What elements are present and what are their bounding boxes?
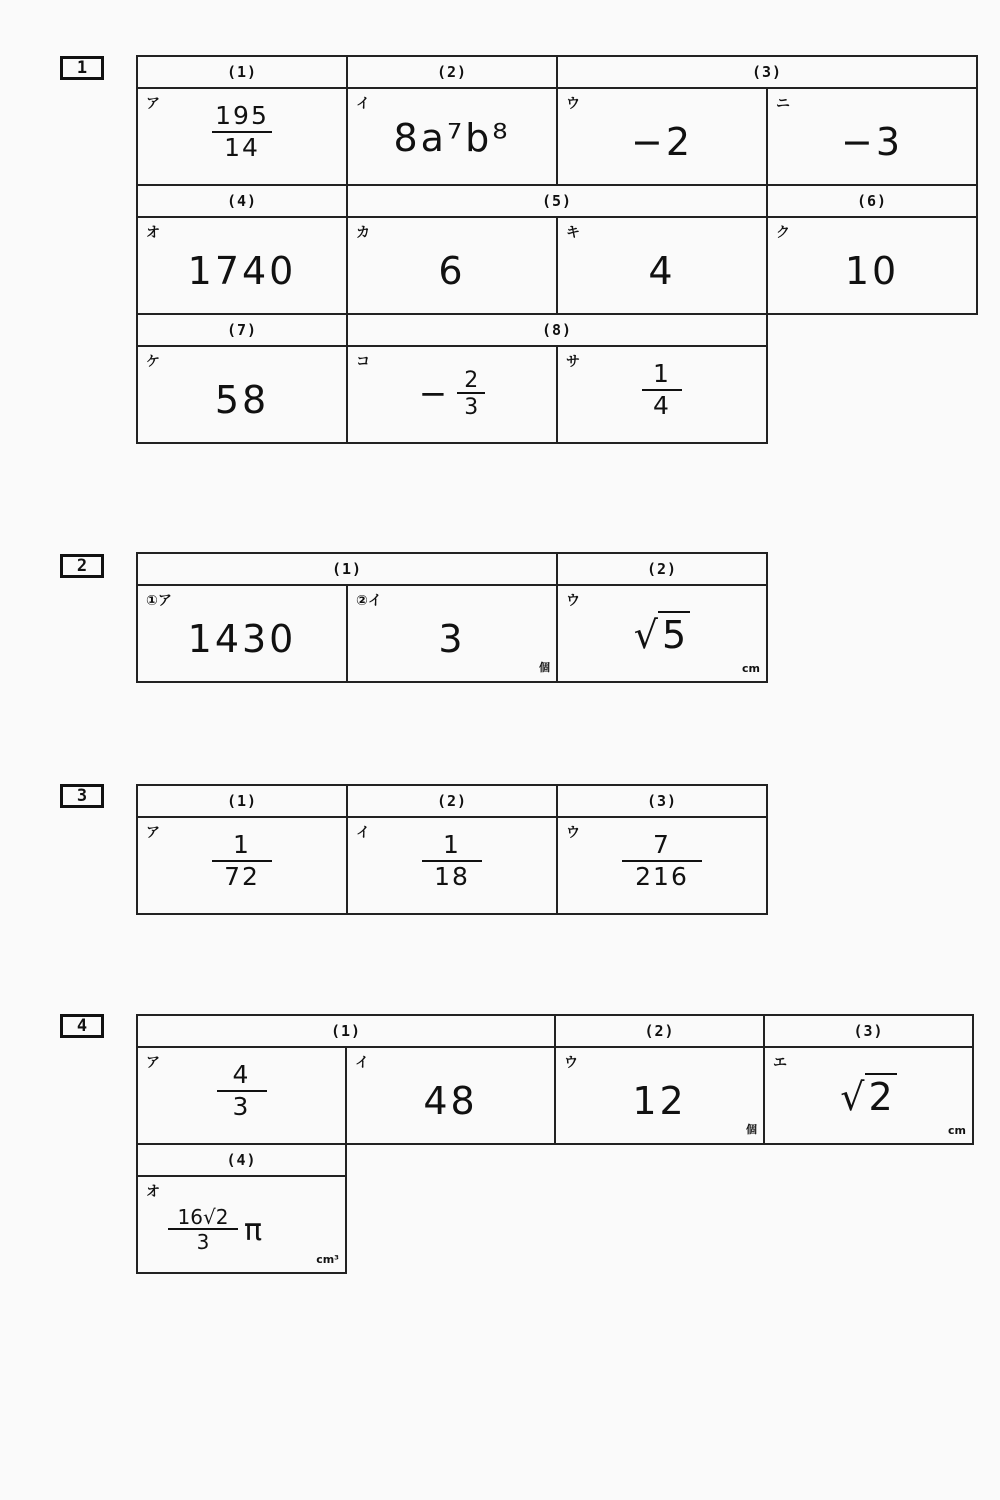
answer-cell-1-a (137, 88, 347, 185)
answer-cell-1-ke (137, 346, 347, 443)
fraction (138, 1062, 345, 1121)
answer-cell-1-u (557, 88, 767, 185)
unit-label: cm³ (316, 1253, 339, 1266)
header-1-6: (6) (767, 185, 977, 217)
answer-label: イ (356, 96, 370, 112)
header-4-1: (1) (137, 1015, 555, 1047)
answer-cell-1-o (137, 217, 347, 314)
minus-sign: − (418, 374, 448, 415)
fraction (558, 361, 766, 420)
answer-cell-1-i (347, 88, 557, 185)
answer-cell-1-ko (347, 346, 557, 443)
answer-label: ク (776, 225, 790, 241)
answer-value: 10 (844, 249, 900, 293)
numerator: 4 (232, 1060, 251, 1089)
answer-cell-4-u (555, 1047, 764, 1144)
answer-value: 4 (648, 249, 676, 293)
answer-value: 3 (438, 617, 466, 661)
answer-cell-1-e (767, 88, 977, 185)
unit-label: cm (742, 662, 760, 675)
fraction (138, 832, 346, 891)
numerator: 1 (653, 359, 671, 388)
answer-cell-2-u (557, 585, 767, 682)
denominator: 3 (457, 392, 485, 419)
answer-label: ウ (566, 593, 580, 609)
answer-cell-4-a (137, 1047, 346, 1144)
question-number-4: 4 (60, 1014, 104, 1038)
unit-label: 個 (746, 1123, 757, 1136)
answer-value: −2 (630, 120, 694, 164)
denominator: 72 (212, 860, 272, 890)
denominator: 3 (217, 1090, 267, 1120)
numerator: 195 (215, 101, 269, 130)
answer-label: サ (566, 354, 580, 370)
answer-label: ウ (564, 1055, 578, 1071)
unit-label: 個 (539, 661, 550, 674)
radicand: 5 (658, 611, 690, 657)
question-number-3: 3 (60, 784, 104, 808)
answer-label: ア (146, 825, 160, 841)
pi-symbol: π (244, 1212, 263, 1248)
negative-fraction (348, 369, 556, 419)
numerator: 2 (464, 368, 479, 393)
header-3-3: (3) (557, 785, 767, 817)
answer-value: 6 (438, 249, 466, 293)
unit-label: cm (948, 1124, 966, 1137)
answer-cell-2-a (137, 585, 347, 682)
answer-table-1 (136, 55, 978, 444)
numerator: 7 (653, 830, 671, 859)
answer-cell-3-a (137, 817, 347, 914)
answer-label: ア (146, 96, 160, 112)
answer-label: ①ア (146, 593, 172, 609)
answer-table-2 (136, 552, 768, 683)
answer-label: ウ (566, 96, 580, 112)
fraction (138, 103, 346, 162)
denominator: 14 (212, 131, 272, 161)
answer-value: 8a⁷b⁸ (393, 116, 511, 160)
header-1-8: (8) (347, 314, 767, 346)
pi-expression (168, 1207, 262, 1253)
answer-cell-4-i (346, 1047, 555, 1144)
answer-value: 1430 (187, 617, 297, 661)
answer-value: 12 (632, 1079, 687, 1123)
answer-label: コ (356, 354, 370, 370)
numerator: 1 (233, 830, 251, 859)
answer-label: カ (356, 225, 370, 241)
answer-label: ②イ (356, 593, 382, 609)
fraction (558, 832, 766, 891)
header-1-1: (1) (137, 56, 347, 88)
header-3-2: (2) (347, 785, 557, 817)
answer-label: イ (356, 825, 370, 841)
answer-table-4 (136, 1014, 974, 1274)
answer-cell-2-i (347, 585, 557, 682)
answer-cell-3-i (347, 817, 557, 914)
header-4-4: (4) (137, 1144, 346, 1176)
question-number-1: 1 (60, 56, 104, 80)
answer-label: ア (146, 1055, 160, 1071)
header-1-2: (2) (347, 56, 557, 88)
header-3-1: (1) (137, 785, 347, 817)
answer-cell-1-ku (767, 217, 977, 314)
answer-cell-1-sa (557, 346, 767, 443)
header-4-2: (2) (555, 1015, 764, 1047)
answer-label: エ (773, 1055, 787, 1071)
square-root: √ 2 (765, 1078, 972, 1116)
answer-label: ウ (566, 825, 580, 841)
header-2-2: (2) (557, 553, 767, 585)
denominator: 18 (422, 860, 482, 890)
numerator: 16√2 (177, 1205, 229, 1229)
answer-label: イ (355, 1055, 369, 1071)
answer-value: 48 (423, 1079, 478, 1123)
header-1-4: (4) (137, 185, 347, 217)
answer-cell-1-ka (347, 217, 557, 314)
header-2-1: (1) (137, 553, 557, 585)
header-1-5: (5) (347, 185, 767, 217)
radicand: 2 (865, 1073, 897, 1119)
denominator: 3 (168, 1228, 238, 1253)
header-1-7: (7) (137, 314, 347, 346)
answer-value: 1740 (187, 249, 297, 293)
answer-value: 58 (214, 378, 270, 422)
header-1-3: (3) (557, 56, 977, 88)
answer-cell-1-ki (557, 217, 767, 314)
denominator: 216 (622, 860, 702, 890)
denominator: 4 (642, 389, 682, 419)
header-4-3: (3) (764, 1015, 973, 1047)
answer-label: ニ (776, 96, 790, 112)
numerator: 1 (443, 830, 461, 859)
answer-cell-4-o (137, 1176, 346, 1273)
answer-label: ケ (146, 354, 160, 370)
fraction (348, 832, 556, 891)
answer-label: オ (146, 225, 160, 241)
square-root: √ 5 (558, 616, 766, 654)
answer-table-3 (136, 784, 768, 915)
answer-cell-4-e (764, 1047, 973, 1144)
answer-value: −3 (840, 120, 904, 164)
answer-cell-3-u (557, 817, 767, 914)
answer-label: オ (146, 1184, 160, 1200)
answer-label: キ (566, 225, 580, 241)
question-number-2: 2 (60, 554, 104, 578)
